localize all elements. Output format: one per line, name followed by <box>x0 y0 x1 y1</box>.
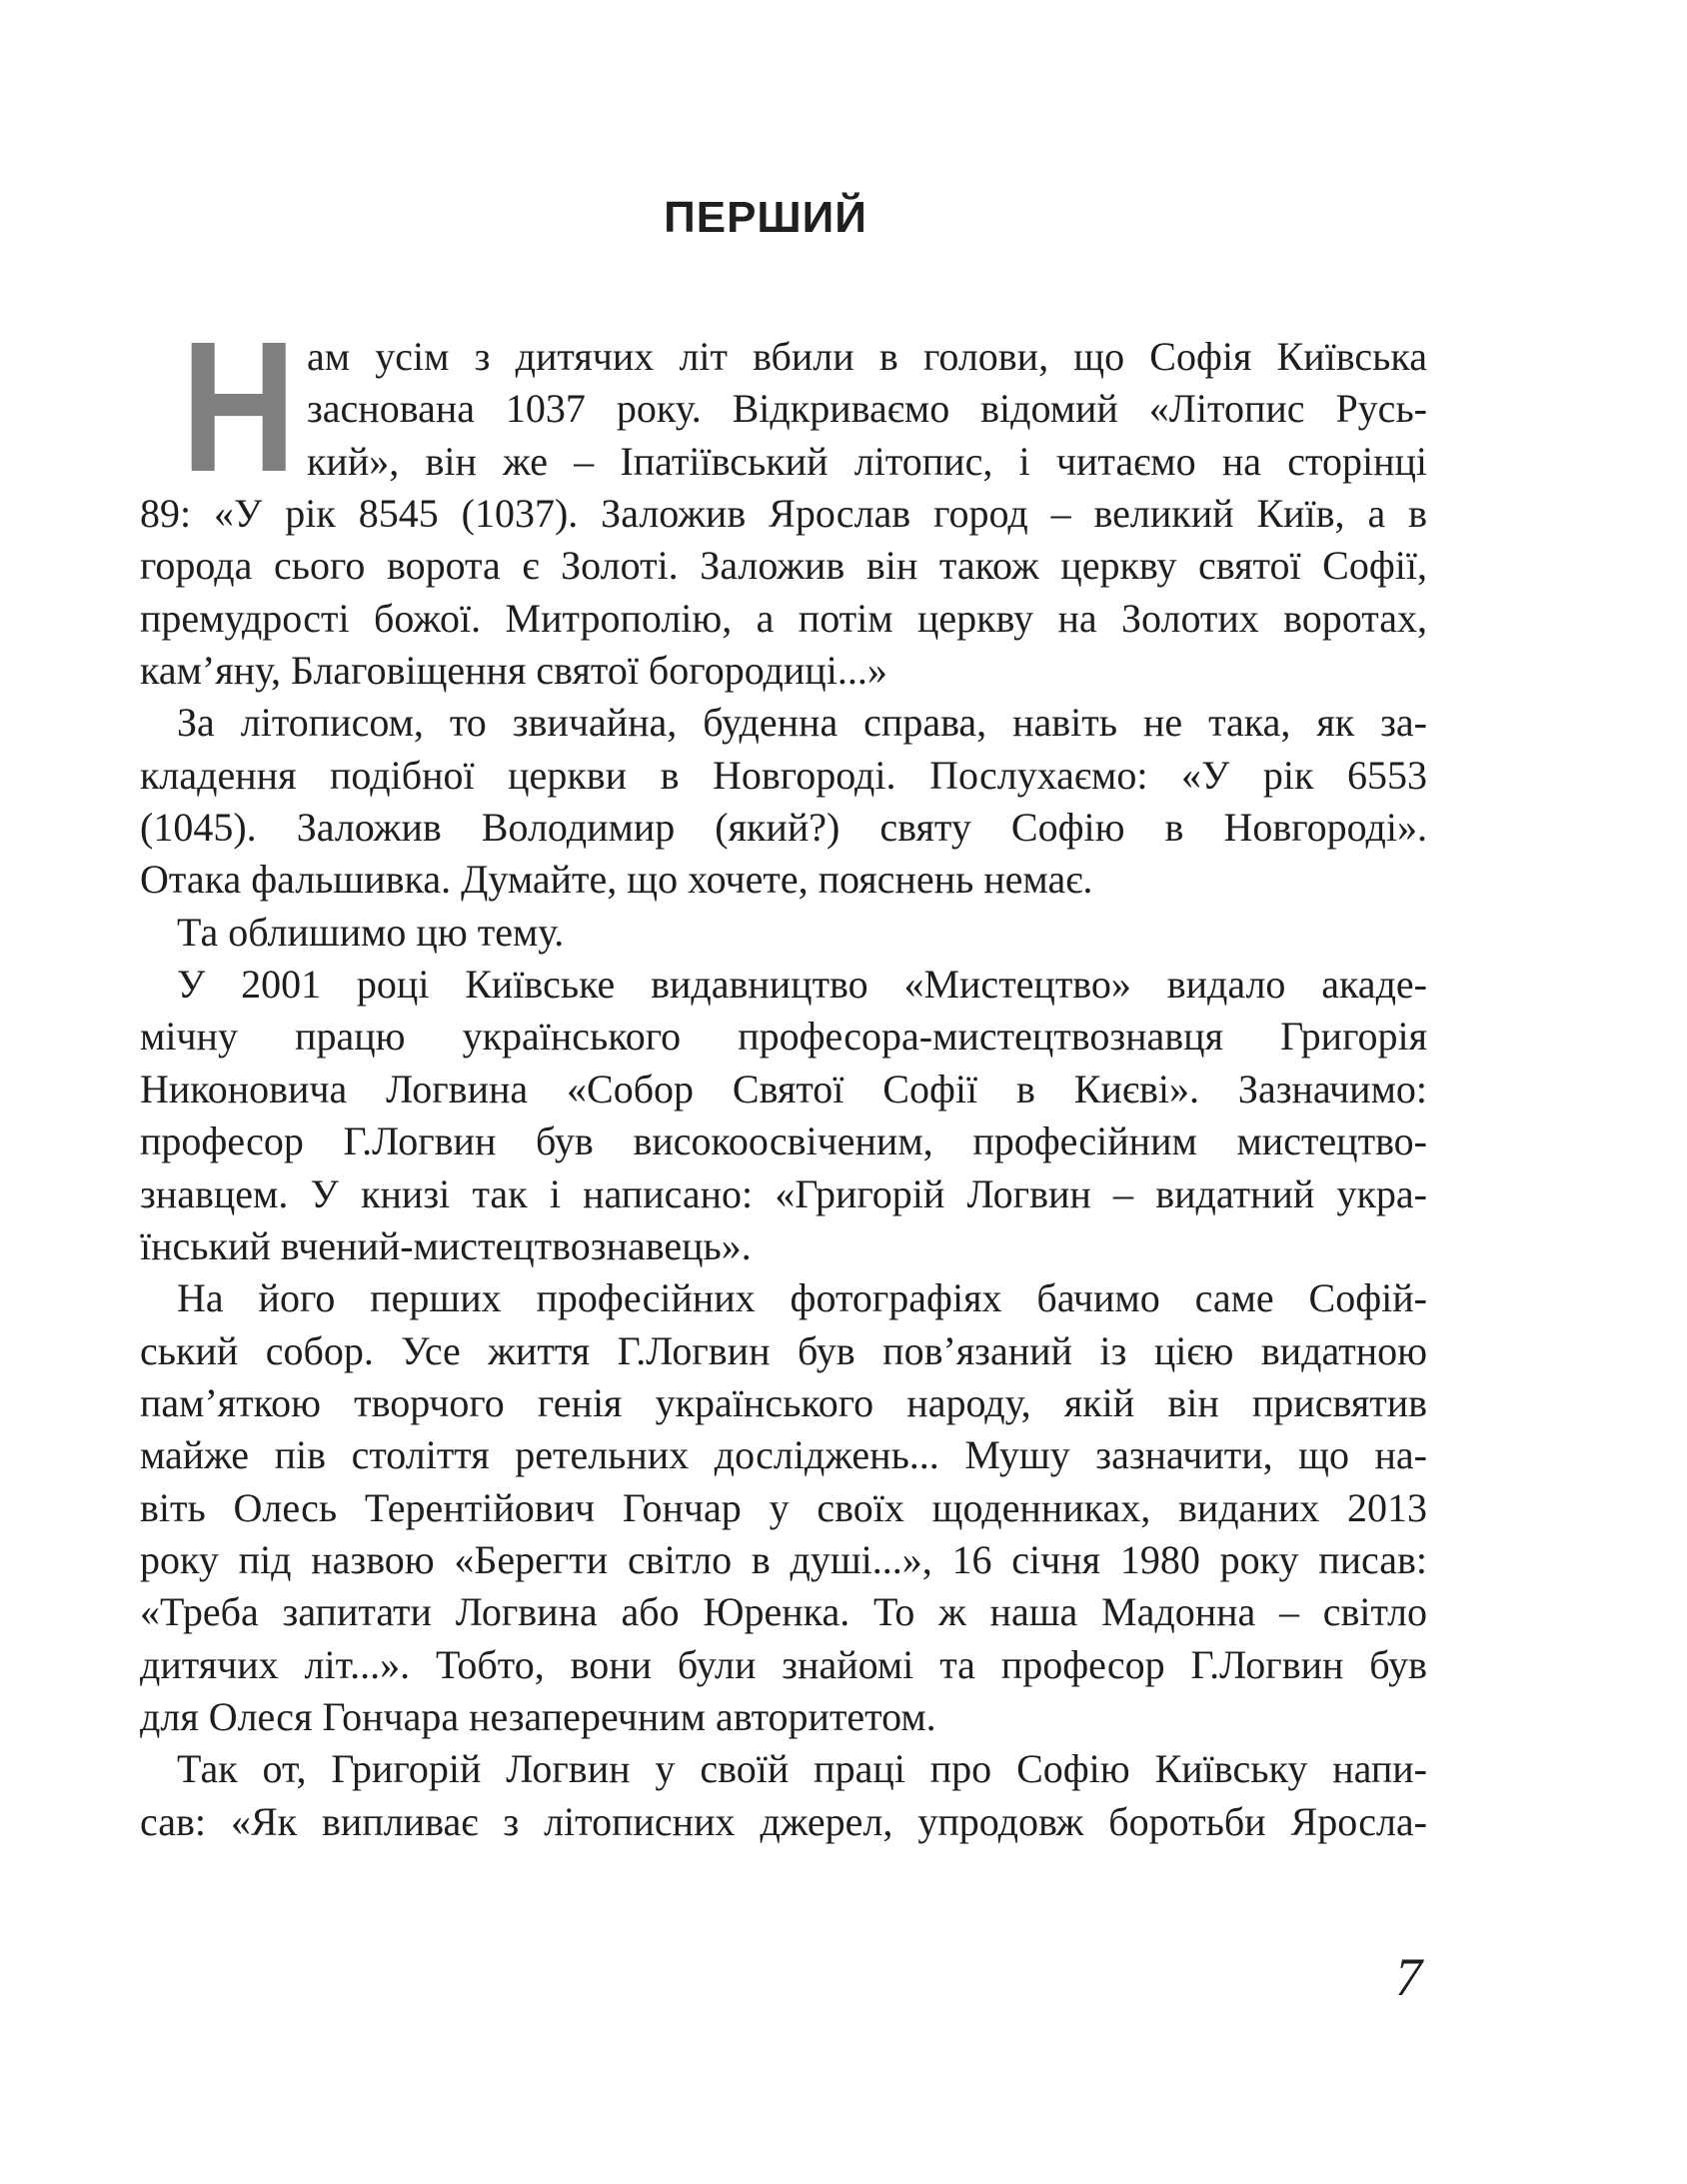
text-line: города сього ворота є Золоті. Заложив він також церкву святої Софії, <box>140 543 1427 589</box>
text-line: заснована 1037 року. Відкриваємо відомий «Літопис Русь- <box>307 386 1427 432</box>
text-line: Отака фальшивка. Думайте, що хочете, пояснень немає. <box>140 857 1093 903</box>
text-line: премудрості божої. Митрополію, а потім церкву на Золотих воротах, <box>140 595 1427 641</box>
text-line: Никоновича Логвина «Собор Святої Софії в Києві». Зазначимо: <box>140 1066 1427 1111</box>
text-line: Та облишимо цю тему. <box>177 909 565 955</box>
text-line: У 2001 році Київське видавництво «Мистецтво» видало акаде- <box>177 962 1427 1008</box>
text-line: кам’яну, Благовіщення святої богородиці...» <box>140 648 887 694</box>
text-line: «Треба запитати Логвина або Юренка. То ж наша Мадонна – світло <box>140 1589 1427 1635</box>
text-line: дитячих літ...». Тобто, вони були знайомі та професор Г.Логвин був <box>140 1641 1427 1687</box>
page-number: 7 <box>1395 1947 1422 2007</box>
text-line: мічну працю українського професора-мистецтвознавця Григорія <box>140 1014 1427 1060</box>
text-line: професор Г.Логвин був високоосвіченим, професійним мистецтво- <box>140 1118 1427 1164</box>
chapter-title: ПЕРШИЙ <box>664 193 867 242</box>
text-line: року під назвою «Берегти світло в душі...», 16 січня 1980 року писав: <box>140 1536 1427 1582</box>
text-line: пам’яткою творчого генія українського народу, якій він присвятив <box>140 1379 1427 1425</box>
text-line: На його перших професійних фотографіях бачимо саме Софій- <box>177 1275 1427 1321</box>
text-line: кладення подібної церкви в Новгороді. Послухаємо: «У рік 6553 <box>140 752 1427 798</box>
body-text <box>140 331 1427 1848</box>
text-line: віть Олесь Терентійович Гончар у своїх щоденниках, виданих 2013 <box>140 1484 1427 1530</box>
text-line: знавцем. У книзі так і написано: «Григорій Логвин – видатний укра- <box>140 1170 1427 1216</box>
text-line: їнський вчений-мистецтвознавець». <box>140 1222 752 1268</box>
text-line: ський собор. Усе життя Г.Логвин був пов’язаний із цією видатною <box>140 1327 1427 1373</box>
drop-cap: Н <box>181 304 297 511</box>
text-line: Так от, Григорій Логвин у своїй праці про Софію Київську напи- <box>177 1746 1427 1792</box>
text-line: сав: «Як випливає з літописних джерел, упродовж боротьби Яросла- <box>140 1798 1427 1844</box>
text-line: (1045). Заложив Володимир (який?) святу Софію в Новгороді». <box>140 805 1427 851</box>
text-line: 89: «У рік 8545 (1037). Заложив Ярослав город – великий Київ, а в <box>140 491 1427 537</box>
text-line: для Олеся Гончара незаперечним авторитетом. <box>140 1693 936 1739</box>
text-line: За літописом, то звичайна, буденна справа, навіть не така, як за- <box>177 700 1427 746</box>
text-line: ам усім з дитячих літ вбили в голови, що Софія Київська <box>307 334 1427 379</box>
text-line: кий», він же – Іпатіївський літопис, і читаємо на сторінці <box>307 438 1427 484</box>
text-line: майже пів століття ретельних досліджень... Мушу зазначити, що на- <box>140 1432 1427 1478</box>
